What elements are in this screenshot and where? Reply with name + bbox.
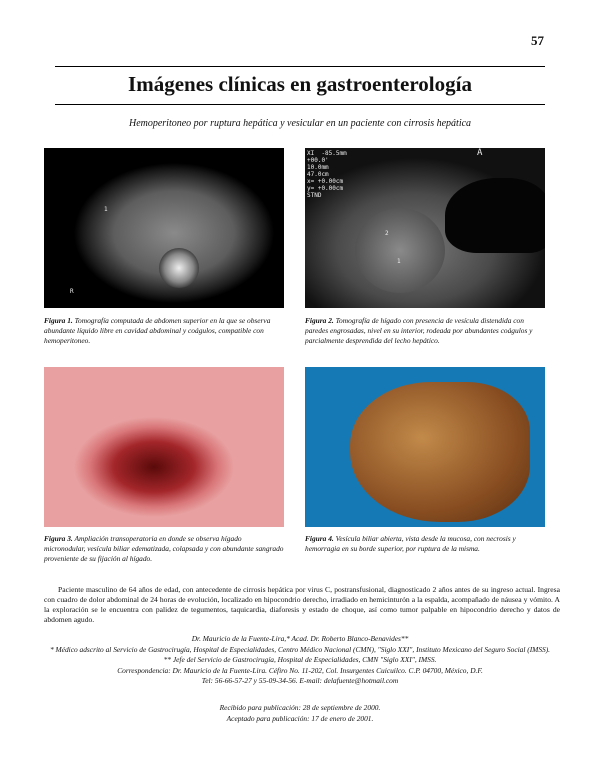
figure-4-caption [305,534,545,554]
image-marker: 2 [385,230,389,237]
figure-label: Figura 2. [305,316,334,325]
gallbladder-specimen [350,382,530,522]
figure-3-surgical-photo [44,367,284,527]
caption-text: Ampliación transoperatoria en donde se observa hígado micronodular, vesícula biliar edematizada, colapsada y con abundante sangrado proveniente de su fijación al hígado. [44,534,284,563]
figure-label: Figura 4. [305,534,334,543]
author-names: Dr. Mauricio de la Fuente-Lira,* Acad. Dr. Roberto Blanco-Benavides** [191,634,409,643]
caption-text: Tomografía de hígado con presencia de vesícula distendida con paredes engrosadas, nivel en su interior, rodeada por abundantes coágulos y parcialmente desprendida del lecho hepático. [305,316,533,345]
accepted-date: Aceptado para publicación: 17 de enero de 2001. [226,713,374,723]
caption-text: Vesícula biliar abierta, vista desde la mucosa, con necrosis y hemorragia en su borde superior, por ruptura de la misma. [305,534,516,553]
caption-text: Tomografía computada de abdomen superior en la que se observa abundante líquido libre en cavidad abdominal y coágulos, compatible con hemoperitoneo. [44,316,271,345]
image-marker: 1 [104,206,108,213]
received-date: Recibido para publicación: 28 de septiembre de 2000. [219,703,381,712]
publication-dates [0,703,600,724]
section-title: Imágenes clínicas en gastroenterología [128,72,472,96]
figure-label: Figura 1. [44,316,73,325]
affiliation-1: * Médico adscrito al Servicio de Gastrocirugía, Hospital de Especialidades, Centro Médico Nacional (CMN), "Siglo XXI", Instituto Mexicano del Seguro Social (IMSS). [49,644,551,654]
ct-overlay-text: XI -85.5mm +00.0' 10.0mm 47.0cm x= +0.00cm y= +0.00cm STND [307,150,347,199]
spine [159,248,199,288]
figure-2-caption [305,316,545,346]
figure-label: Figura 3. [44,534,73,543]
contact-info: Tel: 56-66-57-27 y 55-09-34-56. E-mail: delafuente@hotmail.com [201,676,399,685]
title-rule [55,104,545,105]
figure-1-caption [44,316,284,346]
image-marker: A [477,148,483,158]
affiliation-2: ** Jefe del Servicio de Gastrocirugía, Hospital de Especialidades, CMN "Siglo XXI", IMSS. [163,655,437,664]
author-block [30,634,570,687]
gas-region [445,178,545,253]
gallbladder [355,208,445,293]
figure-4-specimen-photo [305,367,545,527]
page-number: 57 [531,33,544,48]
figure-3-caption [44,534,284,564]
figure-1-ct-image [44,148,284,308]
image-marker: R [70,288,74,295]
article-subtitle: Hemoperitoneo por ruptura hepática y vesicular en un paciente con cirrosis hepática [128,118,472,129]
case-description: Paciente masculino de 64 años de edad, con antecedente de cirrosis hepática por virus C, postransfusional, diagnosticado 2 años antes de su ingreso actual. Ingresa con cuadro de dolor abdominal de 24 horas de evolución, localizado en hipocondrio derecho, irradiado en hemicinturón a la espalda, acompañado de náusea y vómito. A la exploración se le encuentra con palidez de tegumentos, taquicardia, diaforesis y estado de choque, así como tumor palpable en hipocondrio derecho y datos de abdomen agudo. [44,585,560,624]
correspondence: Correspondencia: Dr. Mauricio de la Fuente-Lira. Céfiro No. 11-202, Col. Insurgentes Cuicuilco. C.P. 04700, México, D.F. [117,665,483,675]
top-rule [55,66,545,67]
figure-2-ct-image [305,148,545,308]
image-marker: 1 [397,258,401,265]
